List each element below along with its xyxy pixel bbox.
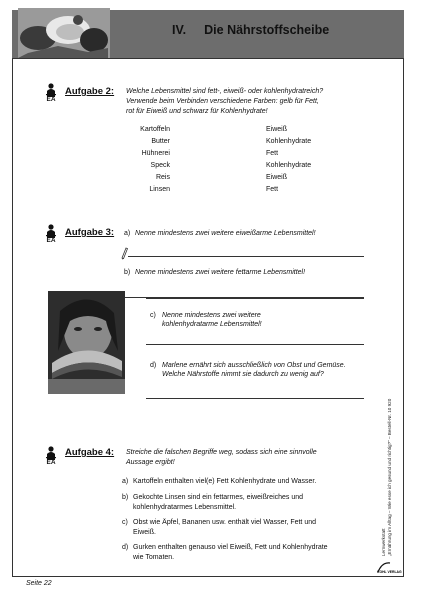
- nutrient-list: [266, 124, 311, 196]
- food-item: Speck: [150, 162, 170, 169]
- nutrient-item: Fett: [266, 186, 279, 193]
- task3-d-text-2: Welche Nährstoffe nimmt sie dadurch zu wenig auf?: [162, 371, 324, 378]
- task4-item-b: b) Gekochte Linsen sind ein fettarmes, eiweißreiches und: [122, 494, 304, 501]
- task4-item-b-cont: kohlenhydratarmes Lebensmittel.: [133, 504, 237, 511]
- sidebar-imprint: [380, 296, 394, 556]
- page-title: [172, 23, 329, 37]
- task3-d-letter: d): [150, 362, 157, 369]
- publisher-logo: [376, 560, 402, 574]
- food-item: Butter: [151, 138, 170, 145]
- task3-c-letter: c): [150, 312, 156, 319]
- individual-work-icon: [44, 446, 58, 467]
- answer-line[interactable]: [146, 344, 364, 345]
- task2-prompt-3: rot für Eiweiß und schwarz für Kohlenhydrate!: [126, 108, 268, 115]
- nutrient-item: Eiweiß: [266, 126, 288, 133]
- task4-prompt-1: Streiche die falschen Begriffe weg, sodass sich eine sinnvolle: [126, 449, 317, 456]
- sidebar-line-1: Lernwerkstatt: [381, 528, 386, 556]
- task4-item-d: d) Gurken enthalten genauso viel Eiweiß, Fett und Kohlenhydrate: [122, 544, 328, 551]
- task2-label: Aufgabe 2:: [65, 86, 115, 97]
- page-number: Seite 22: [26, 580, 52, 587]
- food-item: Hühnerei: [141, 150, 170, 157]
- answer-line[interactable]: [146, 298, 364, 299]
- food-item: Linsen: [149, 186, 170, 193]
- task4-item-c: c) Obst wie Äpfel, Bananen usw. enthält viel Wasser, Fett und: [122, 519, 317, 526]
- task4-prompt-2: Aussage ergibt!: [126, 459, 175, 466]
- food-list: [110, 124, 170, 196]
- task4-item-c-cont: Eiweiß.: [133, 529, 156, 536]
- girl-eating-watermelon-photo: [48, 291, 125, 394]
- food-item: Reis: [155, 174, 170, 181]
- task2-prompt-2: Verwende beim Verbinden verschiedene Farben: gelb für Fett,: [126, 98, 319, 105]
- task3-b-text: Nenne mindestens zwei weitere fettarme Lebensmittel!: [135, 269, 306, 276]
- task4-label: Aufgabe 4:: [65, 447, 115, 458]
- individual-work-icon: [44, 224, 58, 245]
- task3-a-letter: a): [124, 230, 131, 237]
- ea-label: EA: [46, 96, 56, 103]
- pencil-icon: [120, 246, 128, 260]
- chapter-title: Die Nährstoffscheibe: [204, 23, 330, 37]
- task3-c-text-1: Nenne mindestens zwei weitere: [162, 312, 261, 319]
- nutrient-item: Kohlenhydrate: [266, 162, 312, 169]
- publisher-text: KOHL VERLAG: [377, 570, 402, 574]
- individual-work-icon: [44, 83, 58, 104]
- task3-b-letter: b): [124, 269, 131, 276]
- ea-label: EA: [46, 237, 56, 244]
- chapter-number: IV.: [172, 23, 187, 37]
- header-vegetable-illustration: [18, 8, 110, 58]
- nutrient-item: Fett: [266, 150, 279, 157]
- nutrient-item: Kohlenhydrate: [266, 138, 312, 145]
- task3-a-text: Nenne mindestens zwei weitere eiweißarme Lebensmittel!: [135, 230, 316, 237]
- food-item: Kartoffeln: [140, 126, 170, 133]
- answer-line[interactable]: [146, 398, 364, 399]
- sidebar-line-2: „Ernährung im Alltag – Wie esse ich gesund und richtig?“ – Bestell-Nr. 10 920: [387, 398, 392, 556]
- answer-line[interactable]: [128, 256, 364, 257]
- ea-label: EA: [46, 459, 56, 466]
- task4-item-a: a) Kartoffeln enthalten viel(e) Fett Kohlenhydrate und Wasser.: [122, 478, 317, 485]
- nutrient-item: Eiweiß: [266, 174, 288, 181]
- task3-d-text-1: Marlene ernährt sich ausschließlich von Obst und Gemüse.: [162, 362, 346, 369]
- task2-prompt-1: Welche Lebensmittel sind fett-, eiweiß- oder kohlenhydratreich?: [126, 88, 324, 95]
- task3-c-text-2: kohlenhydratarme Lebensmittel!: [162, 321, 262, 328]
- task3-label: Aufgabe 3:: [65, 227, 115, 238]
- task4-item-d-cont: wie Tomaten.: [133, 554, 175, 561]
